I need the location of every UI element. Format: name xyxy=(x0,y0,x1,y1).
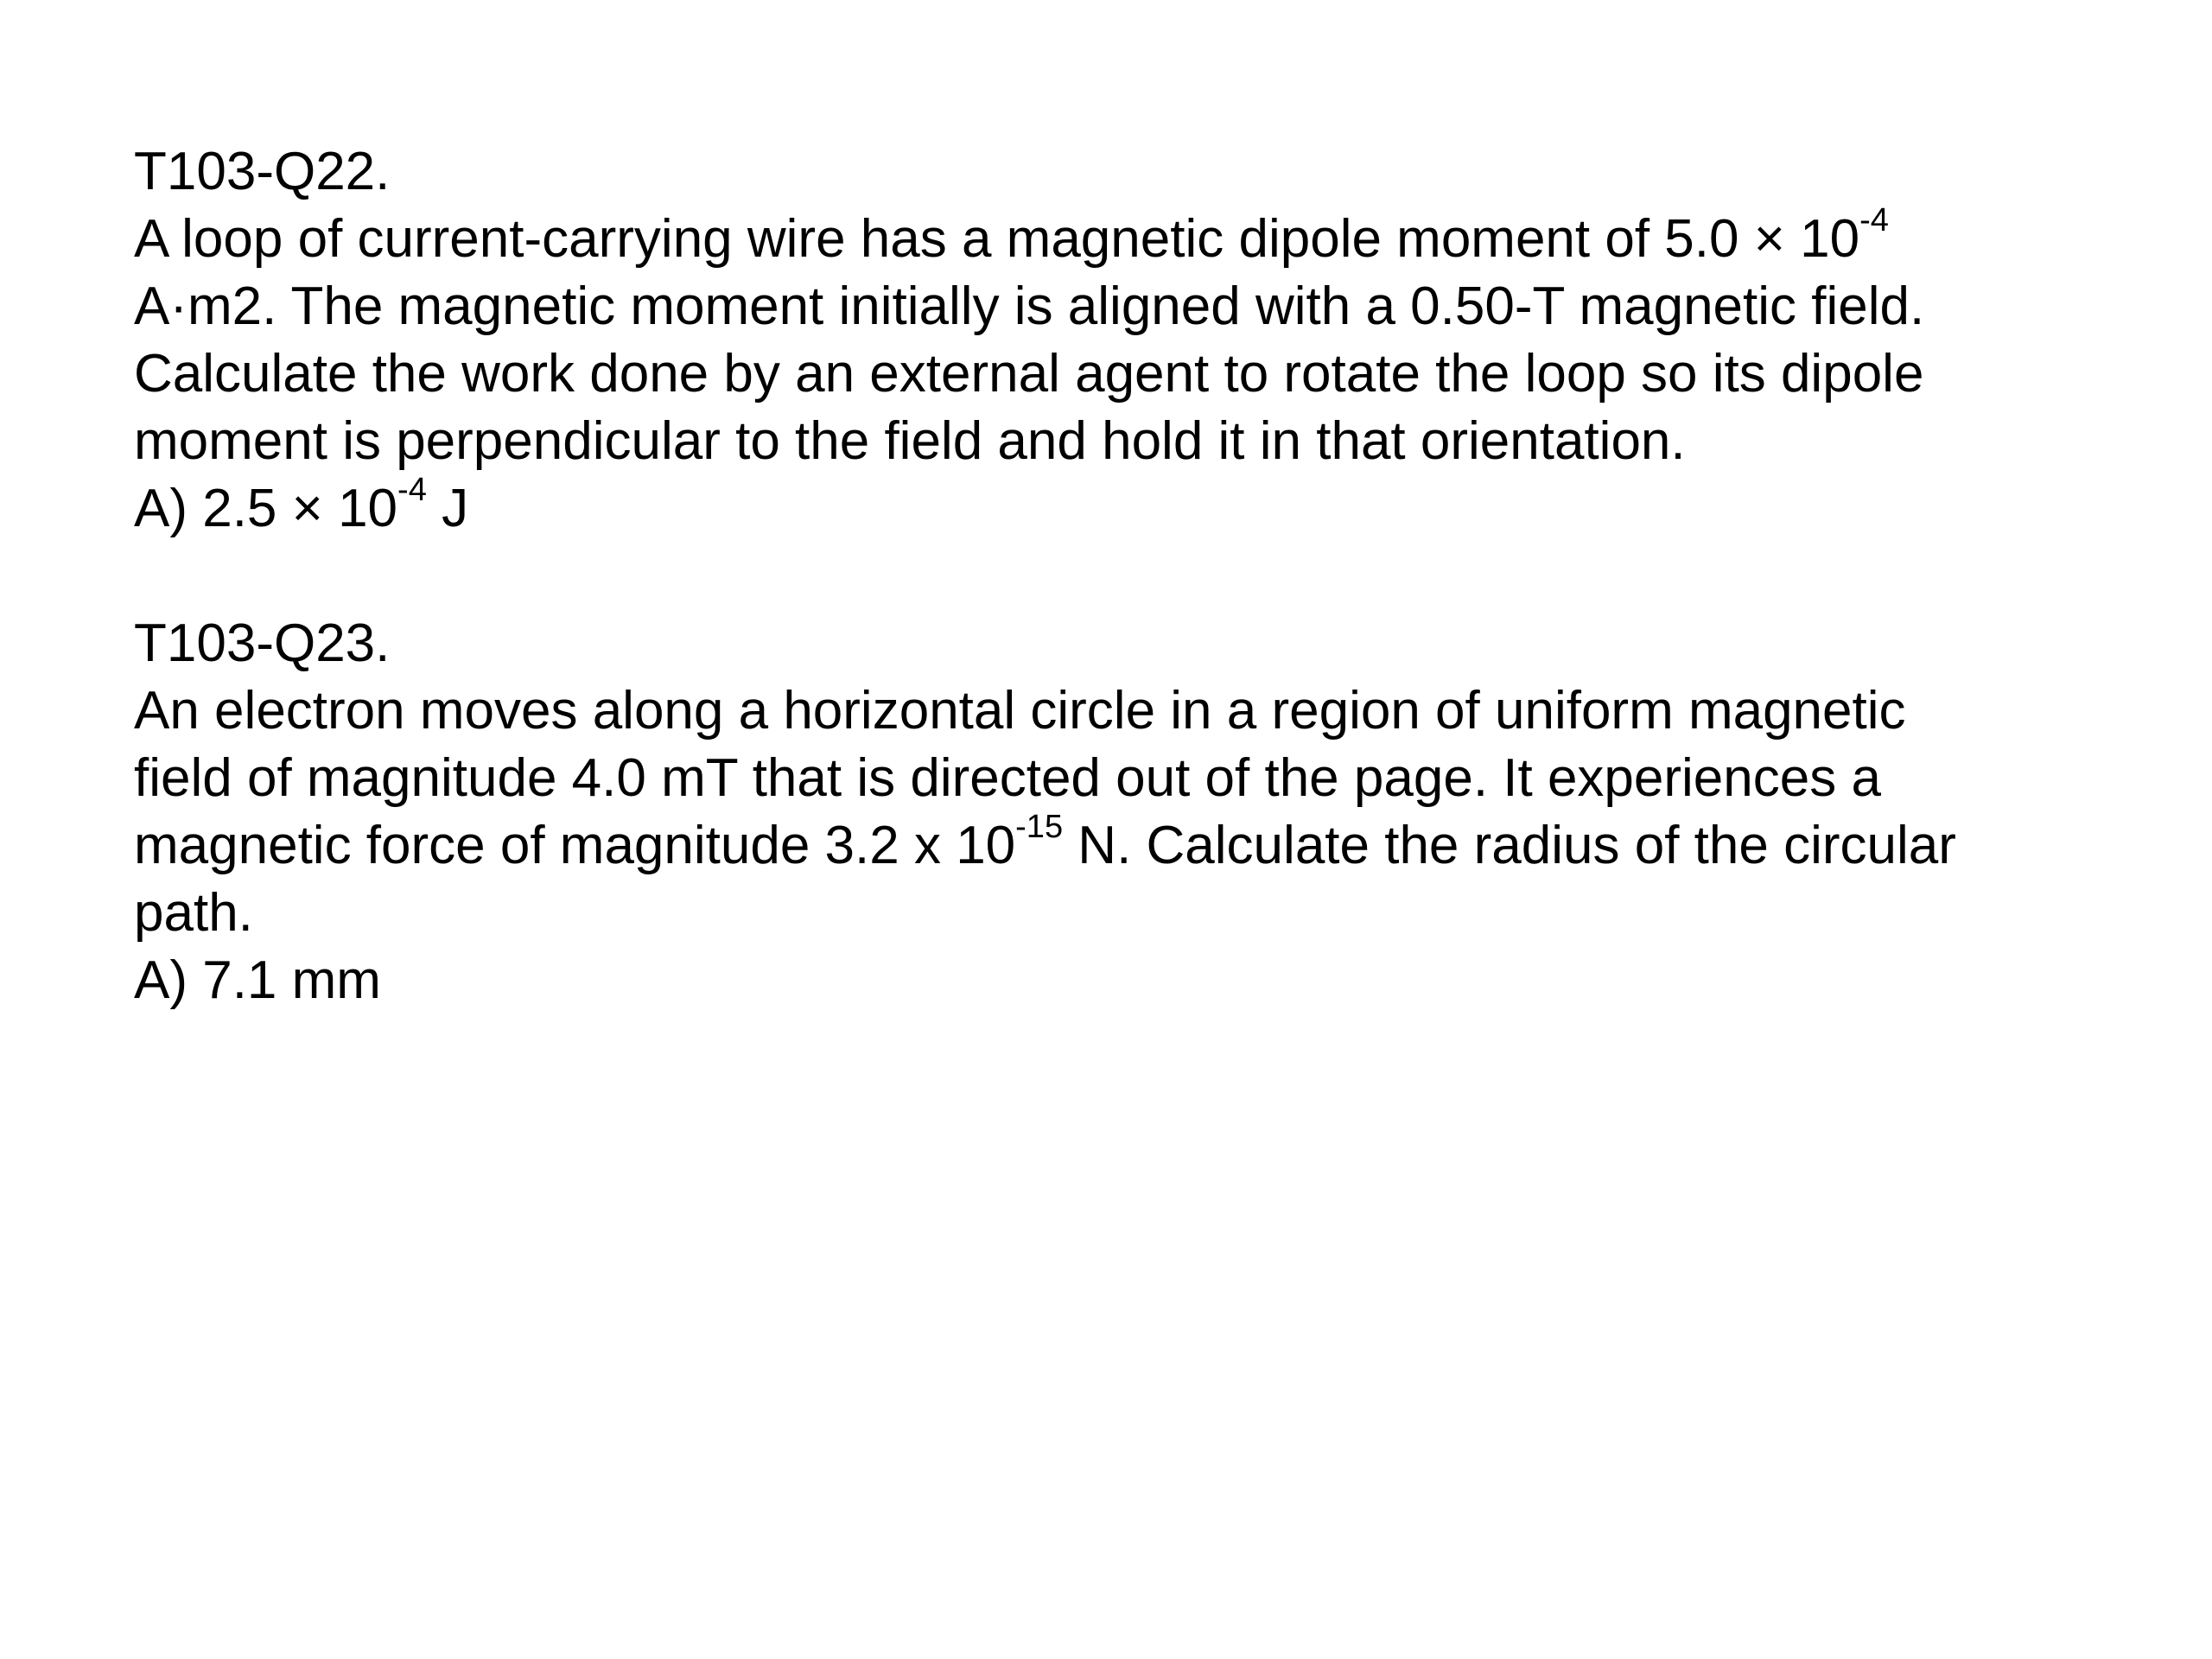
answer: A) 7.1 mm xyxy=(134,950,381,1010)
question-text-line: path. xyxy=(134,883,253,943)
exponent: -4 xyxy=(397,472,427,509)
answer: A) $2.5 \times 10^{-4}$ J xyxy=(134,472,469,538)
exponent: -4 xyxy=(1859,202,1889,239)
question-text-line: moment is perpendicular to the field and hold it in that orientation. xyxy=(134,411,1686,471)
question-text-line: An electron moves along a horizontal circle in a region of uniform magnetic xyxy=(134,681,1906,741)
question-id: T103-Q23. xyxy=(134,613,391,673)
question-text-line: A loop of current-carrying wire has a magnetic dipole moment of $5.0 \times 10^{-4}$ xyxy=(134,202,1889,269)
question-text-line: A·m2. The magnetic moment initially is aligned with a 0.50-T magnetic field. xyxy=(134,276,1925,336)
question-t103-q23 xyxy=(134,610,2121,1014)
question-text-line: field of magnitude 4.0 mT that is directed out of the page. It experiences a xyxy=(134,748,1881,808)
question-t103-q22 xyxy=(134,138,2121,543)
exponent: -15 xyxy=(1015,809,1064,846)
question-id: T103-Q22. xyxy=(134,142,391,201)
question-text-line: Calculate the work done by an external agent to rotate the loop so its dipole xyxy=(134,344,1924,404)
question-text-line: magnetic force of magnitude 3.2 x $10^{-15}$ N. Calculate the radius of the circular xyxy=(134,809,1956,875)
slide-content xyxy=(134,138,2121,1014)
